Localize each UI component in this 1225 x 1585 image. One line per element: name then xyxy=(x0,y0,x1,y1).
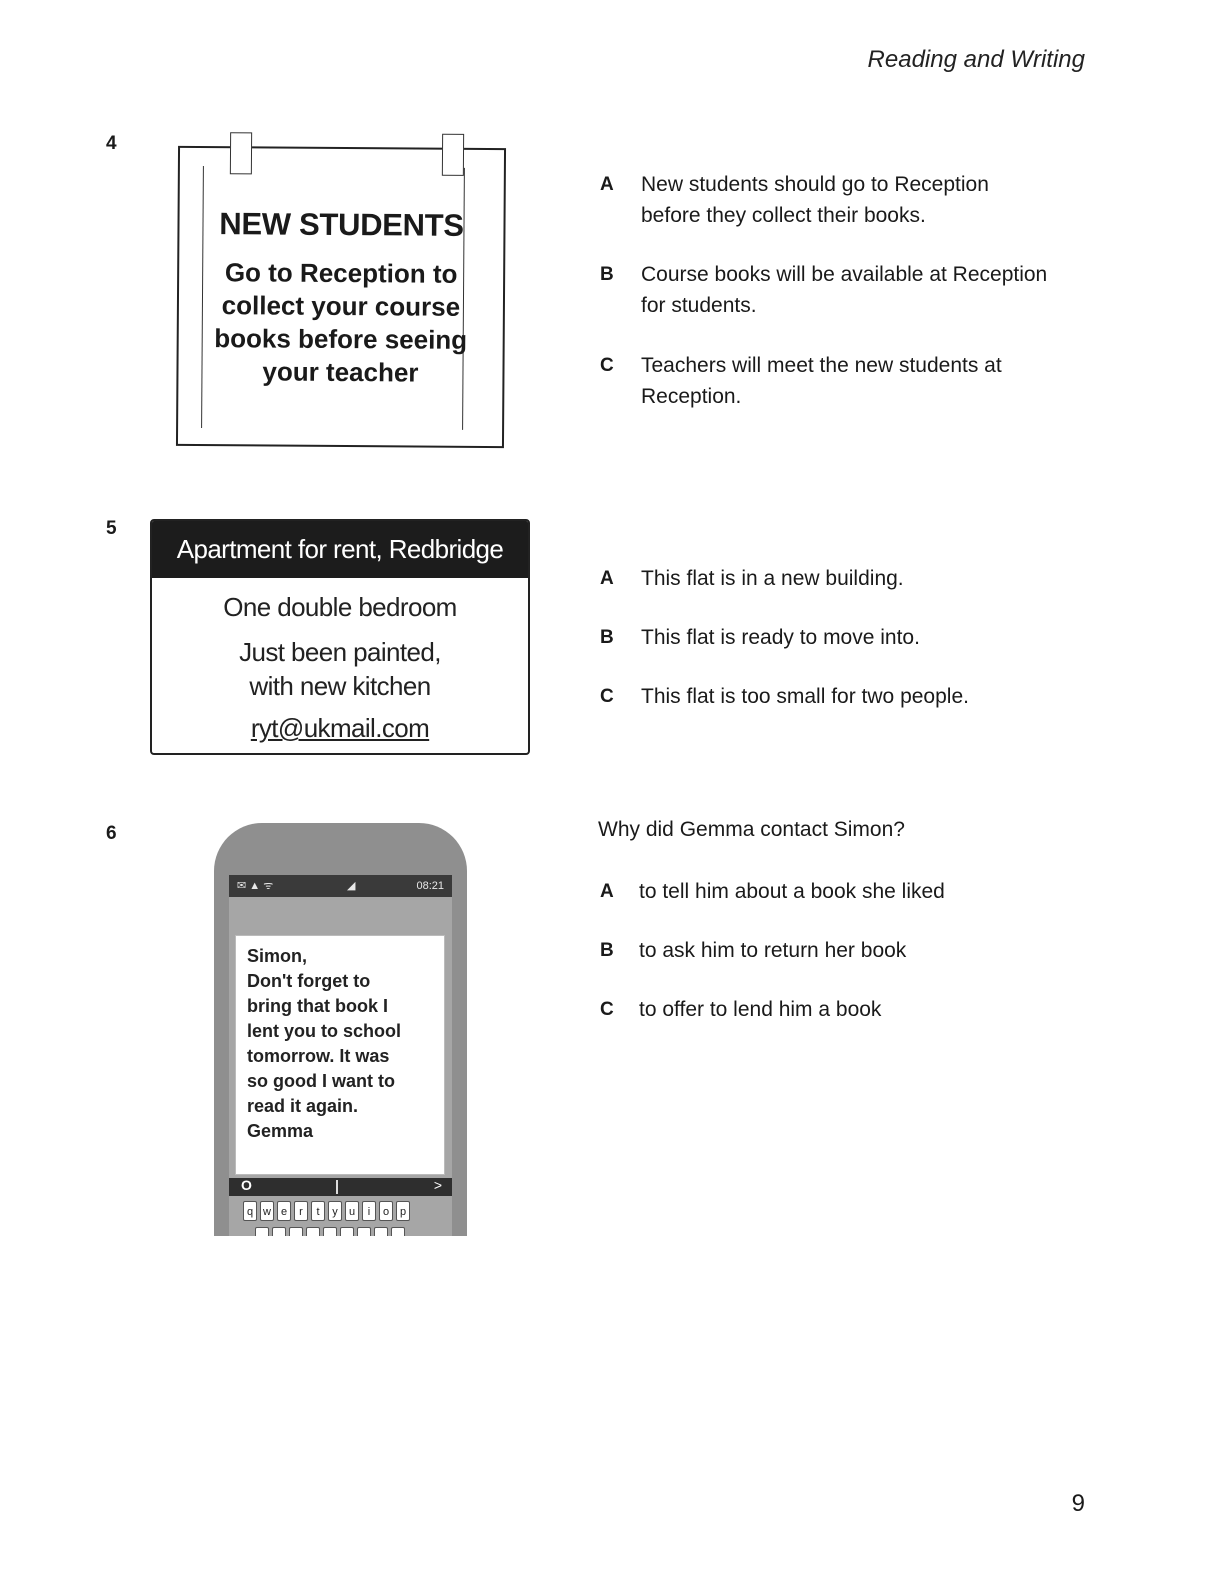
key: u xyxy=(345,1201,359,1221)
advert-line: Just been painted, xyxy=(239,637,441,667)
message-line: Gemma xyxy=(247,1121,314,1141)
option-text: for students. xyxy=(641,294,757,317)
message-input-bar xyxy=(229,1178,452,1196)
key: r xyxy=(294,1201,308,1221)
question-prompt: Why did Gemma contact Simon? xyxy=(598,818,905,841)
message-line: read it again. xyxy=(247,1096,359,1116)
option-text: before they collect their books. xyxy=(641,204,926,227)
key: y xyxy=(328,1201,342,1221)
notice-line: books before seeing xyxy=(214,323,468,355)
option-letter: A xyxy=(600,881,614,902)
phone-illustration xyxy=(214,823,467,1236)
q5-option-c[interactable] xyxy=(600,681,1120,712)
option-text: to ask him to return her book xyxy=(639,939,907,962)
send-icon: > xyxy=(433,1177,442,1193)
rental-advert xyxy=(150,519,530,755)
advert-bedroom: One double bedroom xyxy=(223,592,457,622)
status-bar xyxy=(229,875,452,897)
advert-body xyxy=(152,592,528,744)
key xyxy=(272,1227,286,1236)
notice-line: collect your course xyxy=(221,290,461,322)
key: t xyxy=(311,1201,325,1221)
key: q xyxy=(243,1201,257,1221)
keyboard-row-partial xyxy=(255,1227,405,1236)
option-text: New students should go to Reception xyxy=(641,173,989,196)
q5-option-b[interactable] xyxy=(600,622,1120,653)
message-text xyxy=(247,944,401,1144)
page-number: 9 xyxy=(1071,1490,1085,1517)
q4-option-b[interactable] xyxy=(600,259,1120,321)
key xyxy=(340,1227,354,1236)
key xyxy=(306,1227,320,1236)
option-letter: B xyxy=(600,940,614,961)
key: e xyxy=(277,1201,291,1221)
message-line: lent you to school xyxy=(247,1021,402,1041)
option-text: This flat is ready to move into. xyxy=(641,626,920,649)
key: w xyxy=(260,1201,274,1221)
notice-title: NEW STUDENTS xyxy=(219,206,464,243)
status-icons: ✉ ▲ ᯤ xyxy=(237,880,274,892)
key: i xyxy=(362,1201,376,1221)
option-text: Teachers will meet the new students at xyxy=(641,354,1002,377)
phone-screen xyxy=(229,875,452,1236)
keyboard-row xyxy=(243,1201,410,1221)
notice-body xyxy=(178,256,503,390)
q4-option-a[interactable] xyxy=(600,169,1120,231)
advert-details xyxy=(152,635,528,703)
key xyxy=(255,1227,269,1236)
message-box xyxy=(235,935,445,1175)
question-number: 6 xyxy=(106,823,117,844)
key: o xyxy=(379,1201,393,1221)
message-line: tomorrow. It was xyxy=(247,1046,390,1066)
text-cursor xyxy=(336,1180,338,1194)
option-letter: A xyxy=(600,568,614,589)
q6-option-a[interactable] xyxy=(600,876,1120,907)
key: p xyxy=(396,1201,410,1221)
notice-sign xyxy=(176,146,506,448)
q6-option-c[interactable] xyxy=(600,994,1120,1025)
option-text: Reception. xyxy=(641,385,742,408)
q5-option-a[interactable] xyxy=(600,563,1120,594)
key xyxy=(357,1227,371,1236)
option-letter: C xyxy=(600,355,614,376)
option-letter: B xyxy=(600,264,614,285)
option-text: This flat is too small for two people. xyxy=(641,685,969,708)
q6-option-b[interactable] xyxy=(600,935,1120,966)
message-line: Simon, xyxy=(247,946,308,966)
option-text: Course books will be available at Reception xyxy=(641,263,1048,286)
question-number: 4 xyxy=(106,133,117,154)
status-time: 08:21 xyxy=(416,880,444,892)
option-letter: C xyxy=(600,999,614,1020)
key xyxy=(374,1227,388,1236)
key xyxy=(289,1227,303,1236)
key xyxy=(323,1227,337,1236)
input-icon: O xyxy=(241,1177,252,1193)
message-line: so good I want to xyxy=(247,1071,395,1091)
question-number: 5 xyxy=(106,518,117,539)
advert-line: with new kitchen xyxy=(249,671,431,701)
key xyxy=(391,1227,405,1236)
advert-email-link[interactable]: ryt@ukmail.com xyxy=(250,713,430,743)
signal-icon: ◢ xyxy=(347,880,356,892)
option-text: to tell him about a book she liked xyxy=(639,880,945,903)
option-letter: B xyxy=(600,627,614,648)
notice-line: Go to Reception to xyxy=(224,257,458,289)
option-letter: C xyxy=(600,686,614,707)
q4-option-c[interactable] xyxy=(600,350,1120,412)
section-header: Reading and Writing xyxy=(867,46,1085,73)
option-text: to offer to lend him a book xyxy=(639,998,882,1021)
message-line: Don't forget to xyxy=(247,971,371,991)
option-text: This flat is in a new building. xyxy=(641,567,904,590)
message-line: bring that book I xyxy=(247,996,388,1016)
option-letter: A xyxy=(600,174,614,195)
advert-title: Apartment for rent, Redbridge xyxy=(152,521,528,578)
notice-line: your teacher xyxy=(262,356,419,388)
